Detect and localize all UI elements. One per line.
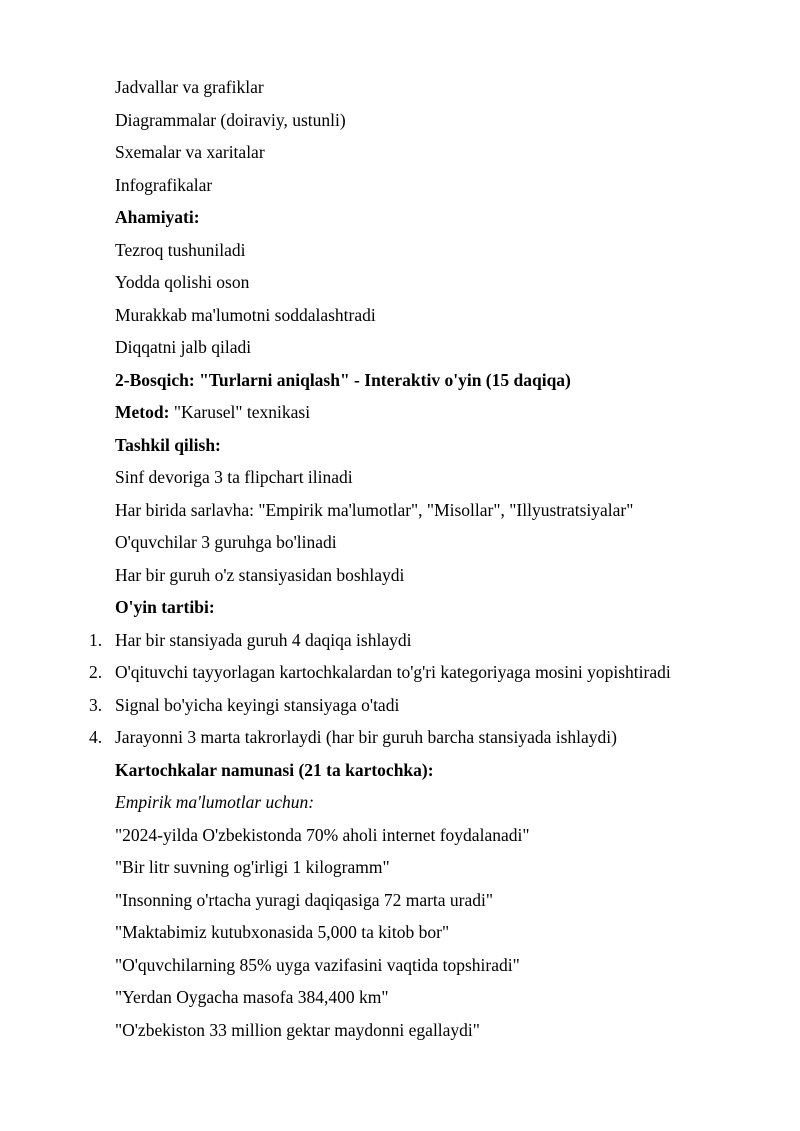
step-number: 1.: [89, 630, 103, 650]
section-heading: Kartochkalar namunasi (21 ta kartochka):: [115, 760, 434, 780]
step-text: Signal bo'yicha keyingi stansiyaga o'tadi: [115, 695, 400, 715]
method-label: Metod:: [115, 402, 170, 422]
list-item: Murakkab ma'lumotni soddalashtradi: [115, 305, 376, 325]
step-text: Jarayonni 3 marta takrorlaydi (har bir guruh barcha stansiyada ishlaydi): [115, 727, 617, 747]
step-number: 2.: [89, 662, 103, 682]
list-item: Infografikalar: [115, 175, 213, 195]
list-item: Diqqatni jalb qiladi: [115, 337, 252, 357]
card-example: "Yerdan Oygacha masofa 384,400 km": [115, 987, 389, 1007]
step-text: O'qituvchi tayyorlagan kartochkalardan to'g'ri kategoriyaga mosini yopishtiradi: [115, 662, 671, 682]
step-number: 3.: [89, 695, 103, 715]
card-example: "Maktabimiz kutubxonasida 5,000 ta kitob bor": [115, 922, 450, 942]
section-heading: O'yin tartibi:: [115, 597, 215, 617]
section-heading: Ahamiyati:: [115, 207, 200, 227]
card-example: "O'zbekiston 33 million gektar maydonni egallaydi": [115, 1020, 480, 1040]
step-number: 4.: [89, 727, 103, 747]
list-item: Har bir guruh o'z stansiyasidan boshlaydi: [115, 565, 405, 585]
card-example: "Bir litr suvning og'irligi 1 kilogramm": [115, 857, 390, 877]
subheading: Empirik ma'lumotlar uchun:: [115, 792, 315, 812]
list-item: Sxemalar va xaritalar: [115, 142, 265, 162]
method-value: "Karusel" texnikasi: [169, 402, 311, 422]
card-example: "O'quvchilarning 85% uyga vazifasini vaqtida topshiradi": [115, 955, 520, 975]
card-example: "Insonning o'rtacha yuragi daqiqasiga 72 marta uradi": [115, 890, 494, 910]
list-item: Jadvallar va grafiklar: [115, 77, 264, 97]
list-item: Diagrammalar (doiraviy, ustunli): [115, 110, 346, 130]
list-item: Sinf devoriga 3 ta flipchart ilinadi: [115, 467, 353, 487]
list-item: O'quvchilar 3 guruhga bo'linadi: [115, 532, 337, 552]
list-item: Yodda qolishi oson: [115, 272, 250, 292]
list-item: Tezroq tushuniladi: [115, 240, 246, 260]
card-example: "2024-yilda O'zbekistonda 70% aholi internet foydalanadi": [115, 825, 530, 845]
list-item: Har birida sarlavha: "Empirik ma'lumotlar", "Misollar", "Illyustratsiyalar": [115, 500, 634, 520]
step-text: Har bir stansiyada guruh 4 daqiqa ishlaydi: [115, 630, 412, 650]
method-line: [115, 401, 310, 423]
section-heading: Tashkil qilish:: [115, 435, 221, 455]
stage-heading: 2-Bosqich: "Turlarni aniqlash" - Interaktiv o'yin (15 daqiqa): [115, 370, 571, 390]
